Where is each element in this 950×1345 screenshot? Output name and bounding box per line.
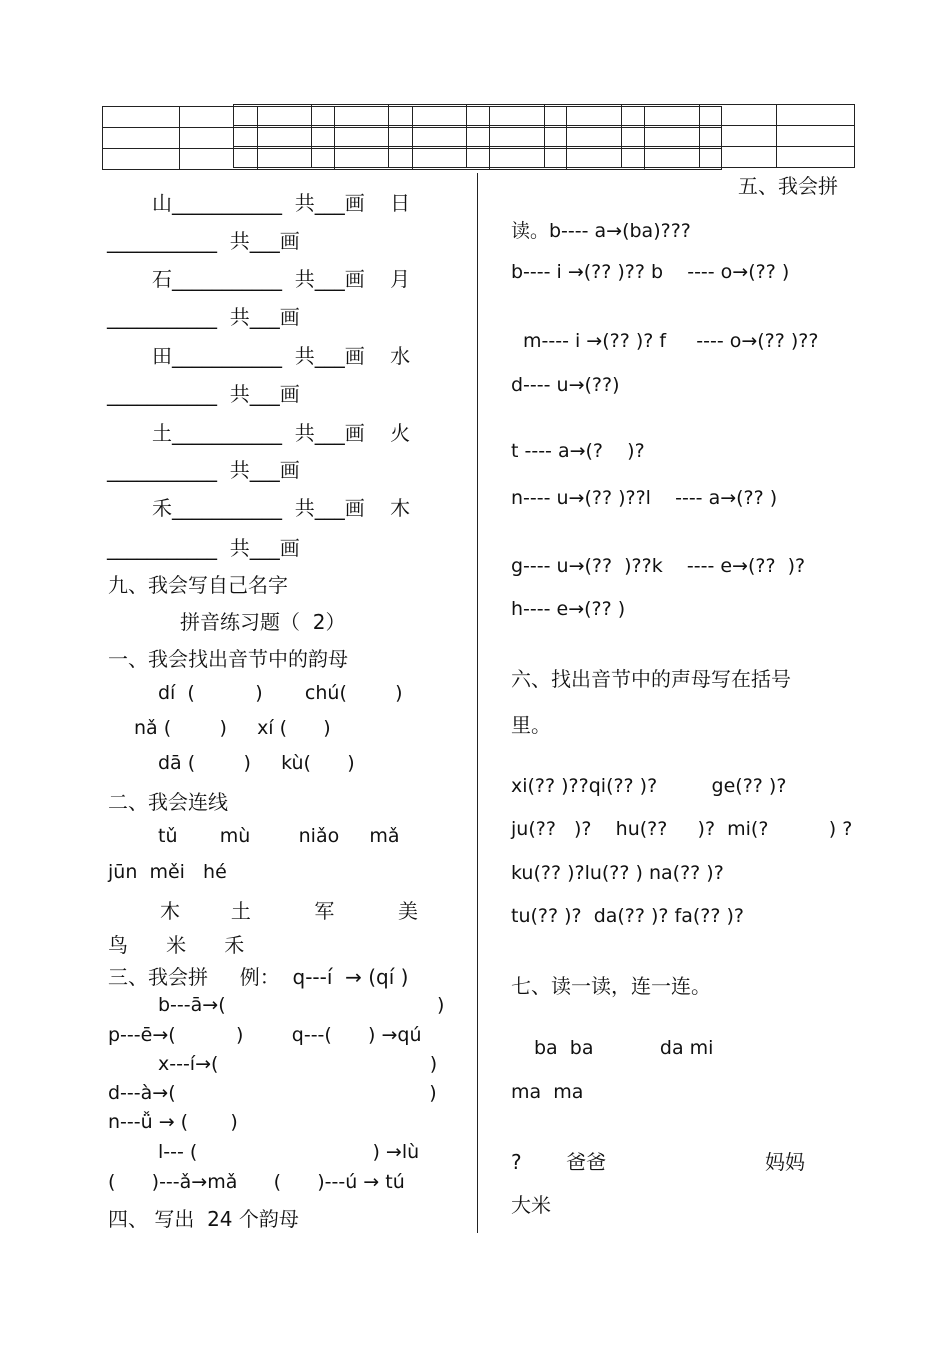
grid-cell	[311, 147, 389, 168]
grid-cell	[234, 126, 312, 147]
section-1-title: 一、我会找出音节中的韵母	[108, 647, 348, 671]
grid-cell	[234, 147, 312, 168]
section-6-title: 六、找出音节中的声母写在括号	[511, 667, 791, 691]
s5-line-7: g---- u→(?? )??k ---- e→(?? )?	[511, 555, 806, 577]
grid-cell	[103, 149, 180, 170]
s1-line-2: nǎ ( ) xí ( )	[134, 717, 331, 739]
s6-line-4: tu(?? )? da(?? )? fa(?? )?	[511, 905, 745, 927]
s6-line-1: xi(?? )??qi(?? )? ge(?? )?	[511, 775, 787, 797]
grid-row	[234, 126, 855, 147]
s7-hanzi-2: 大米	[511, 1193, 551, 1217]
column-divider	[477, 173, 478, 1233]
grid-cell	[466, 147, 544, 168]
s5-line-4: d---- u→(??)	[511, 374, 620, 396]
s3-line-2: p---ē→( ) q---( ) →qú	[108, 1024, 422, 1046]
s1-line-3: dā ( ) kù( )	[158, 752, 355, 774]
grid-cell	[699, 126, 777, 147]
stroke-row-1a: 山___________ 共___画 日	[152, 191, 411, 215]
s2-hanzi-1: 木 土 军 美	[160, 899, 419, 923]
s5-line-1: 读。b---- a→(ba)???	[511, 220, 691, 242]
grid-cell	[622, 105, 700, 126]
grid-cell	[466, 105, 544, 126]
section-4-title: 四、 写出 24 个韵母	[108, 1207, 299, 1231]
stroke-row-5a: 禾___________ 共___画 木	[152, 496, 411, 520]
s5-line-3: m---- i →(?? )? f ---- o→(?? )??	[523, 330, 819, 352]
s5-line-2: b---- i →(?? )?? b ---- o→(?? )	[511, 261, 790, 283]
stroke-row-1b: ___________ 共___画	[107, 229, 300, 253]
section-7-title: 七、读一读，连一连。	[511, 974, 711, 998]
stroke-row-3b: ___________ 共___画	[107, 382, 300, 406]
grid-cell	[622, 147, 700, 168]
grid-cell	[311, 105, 389, 126]
stroke-row-4a: 土___________ 共___画 火	[152, 421, 411, 445]
s2-pinyin-1: tǔ mù niǎo mǎ	[158, 825, 400, 847]
section-6-title-cont: 里。	[511, 713, 551, 737]
grid-cell	[103, 128, 180, 149]
grid-cell	[544, 147, 622, 168]
section-2-title: 二、我会连线	[108, 790, 228, 814]
grid-cell	[389, 147, 467, 168]
grid-cell	[103, 107, 180, 128]
grid-cell	[622, 126, 700, 147]
stroke-row-3a: 田___________ 共___画 水	[152, 344, 411, 368]
section-5-title: 五、我会拼	[738, 174, 838, 198]
grid-cell	[777, 105, 855, 126]
stroke-row-4b: ___________ 共___画	[107, 458, 300, 482]
grid-cell	[699, 105, 777, 126]
s2-pinyin-2: jūn měi hé	[108, 861, 227, 883]
grid-cell	[544, 126, 622, 147]
s7-pinyin-1: ba ba da mi	[534, 1037, 714, 1059]
stroke-row-2b: ___________ 共___画	[107, 305, 300, 329]
grid-cell	[234, 105, 312, 126]
top-grid-offset	[233, 104, 855, 168]
s1-line-1: dí ( ) chú( )	[158, 682, 403, 704]
grid-row	[234, 147, 855, 168]
section-3-title: 三、我会拼 例： q---í → (qí )	[108, 965, 409, 989]
s5-line-8: h---- e→(?? )	[511, 598, 626, 620]
grid-cell	[389, 105, 467, 126]
s5-line-6: n---- u→(?? )??l ---- a→(?? )	[511, 487, 778, 509]
grid-row	[234, 105, 855, 126]
grid-cell	[389, 126, 467, 147]
grid-cell	[544, 105, 622, 126]
s7-hanzi-1: ? 爸爸 妈妈	[511, 1150, 806, 1174]
main-title: 拼音练习题（ 2）	[180, 610, 346, 634]
s2-hanzi-2: 鸟 米 禾	[108, 933, 245, 957]
s3-line-1: b---ā→( )	[158, 994, 445, 1016]
s3-line-5: n---ǚ → ( )	[108, 1111, 238, 1133]
s3-line-6: l--- ( ) →lù	[158, 1141, 420, 1163]
grid-cell	[777, 147, 855, 168]
s5-line-5: t ---- a→(? )?	[511, 440, 645, 462]
grid-cell	[777, 126, 855, 147]
grid-cell	[311, 126, 389, 147]
s6-line-2: ju(?? )? hu(?? )? mi(? ) ?	[511, 818, 853, 840]
s3-line-4: d---à→( )	[108, 1082, 437, 1104]
s7-pinyin-2: ma ma	[511, 1081, 584, 1103]
grid-cell	[466, 126, 544, 147]
stroke-row-2a: 石___________ 共___画 月	[152, 267, 411, 291]
stroke-row-5b: ___________ 共___画	[107, 536, 300, 560]
s3-line-3: x---í→( )	[158, 1053, 438, 1075]
grid-cell	[699, 147, 777, 168]
s3-line-7: ( )---ǎ→mǎ ( )---ú → tú	[108, 1171, 405, 1193]
section-9-title: 九、我会写自己名字	[108, 573, 288, 597]
s6-line-3: ku(?? )?lu(?? ) na(?? )?	[511, 862, 724, 884]
